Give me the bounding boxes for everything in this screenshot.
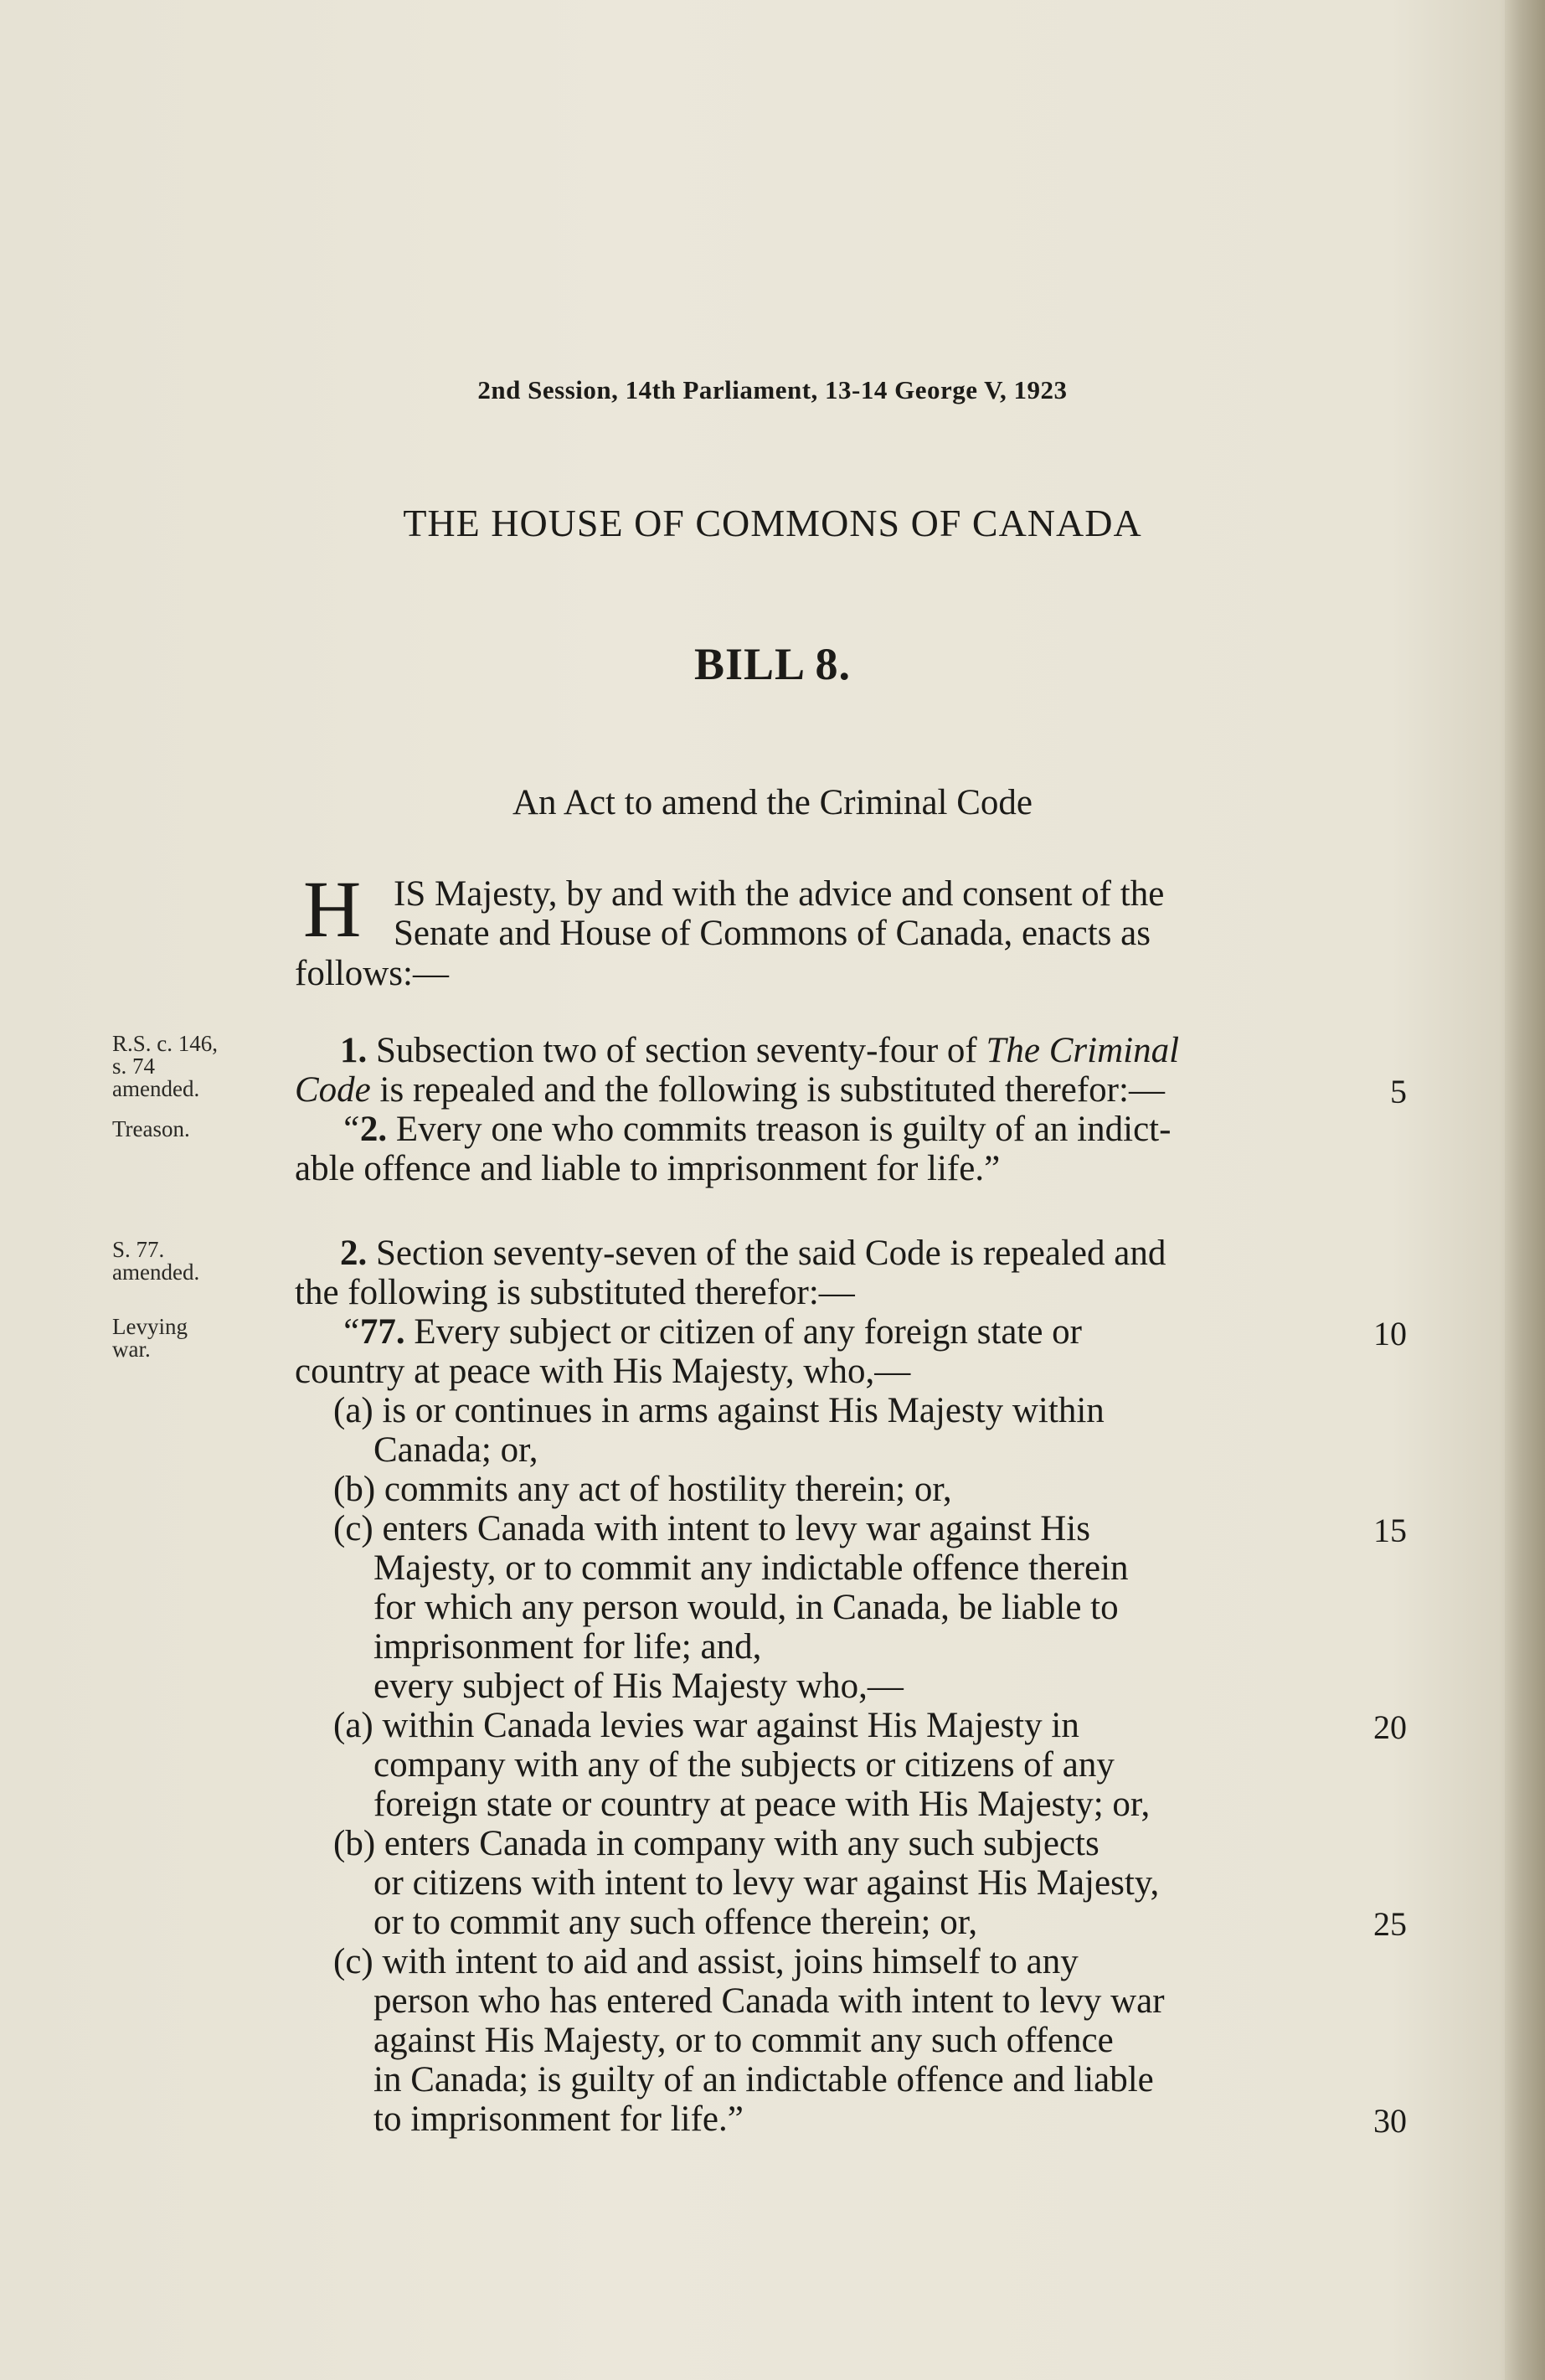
line-number: 20 xyxy=(1373,1708,1407,1746)
section-number: 2. xyxy=(340,1234,368,1273)
margin-note: S. 77. xyxy=(112,1237,165,1262)
line-number: 25 xyxy=(1373,1905,1407,1943)
clause-a-2: (a) within Canada levies war against His Majesty in xyxy=(333,1706,1079,1745)
clause-c-2-cont: to imprisonment for life.” xyxy=(373,2099,744,2139)
section-1-line-4: able offence and liable to imprisonment for life.” xyxy=(295,1149,1001,1188)
page-edge xyxy=(1505,0,1545,2380)
section-number: 1. xyxy=(340,1031,368,1070)
margin-note: s. 74 xyxy=(112,1053,156,1079)
text-run: Subsection two of section seventy-four of xyxy=(376,1031,986,1070)
section-1-line-3 xyxy=(340,1109,1171,1150)
bill-number: BILL 8. xyxy=(693,639,852,689)
section-2-line-1 xyxy=(340,1233,1166,1274)
margin-note: amended. xyxy=(112,1076,200,1101)
clause-b-2-cont: or to commit any such offence therein; or, xyxy=(373,1903,978,1942)
clause-b-1: (b) commits any act of hostility therein; or, xyxy=(333,1470,952,1509)
house-heading: THE HOUSE OF COMMONS OF CANADA xyxy=(403,502,1142,544)
quote-mark: “ xyxy=(340,1312,360,1352)
margin-note: R.S. c. 146, xyxy=(112,1031,219,1056)
section-2-line-2: the following is substituted therefor:— xyxy=(295,1273,855,1312)
margin-note: war. xyxy=(112,1337,151,1362)
line-number: 10 xyxy=(1373,1315,1407,1352)
clause-c-2: (c) with intent to aid and assist, joins himself to any xyxy=(333,1942,1079,1981)
text-run: Section seventy-seven of the said Code is repealed and xyxy=(376,1234,1166,1273)
act-name: The Criminal xyxy=(986,1031,1180,1070)
clause-c-2-cont: person who has entered Canada with intent to levy war xyxy=(373,1981,1165,2021)
line-number: 15 xyxy=(1373,1512,1407,1549)
margin-note: Treason. xyxy=(112,1116,190,1141)
subsection-number: 2. xyxy=(359,1110,388,1149)
clause-b-2-cont: or citizens with intent to levy war against His Majesty, xyxy=(373,1863,1160,1903)
clause-a-1-cont: Canada; or, xyxy=(373,1430,538,1470)
preamble-line-2: Senate and House of Commons of Canada, enacts as xyxy=(394,914,1151,953)
clause-c-2-cont: in Canada; is guilty of an indictable offence and liable xyxy=(373,2060,1154,2099)
text-run: is repealed and the following is substituted therefor:— xyxy=(370,1070,1165,1110)
clause-c-1-cont: Majesty, or to commit any indictable offence therein xyxy=(373,1548,1129,1588)
section-2-line-3 xyxy=(340,1311,1082,1352)
preamble-line-3: follows:— xyxy=(295,954,449,993)
margin-note: amended. xyxy=(112,1260,200,1285)
act-title: An Act to amend the Criminal Code xyxy=(512,783,1033,822)
clause-c-1-cont: for which any person would, in Canada, be liable to xyxy=(373,1588,1119,1627)
clause-b-2: (b) enters Canada in company with any such subjects xyxy=(333,1824,1100,1863)
clause-c-1-cont: imprisonment for life; and, xyxy=(373,1627,762,1667)
clause-a-2-cont: foreign state or country at peace with His Majesty; or, xyxy=(373,1785,1151,1824)
section-1-line-2 xyxy=(295,1069,1165,1110)
clause-a-1: (a) is or continues in arms against His Majesty within xyxy=(333,1391,1105,1430)
clause-a-2-cont: company with any of the subjects or citizens of any xyxy=(373,1745,1115,1785)
preamble-line-1: IS Majesty, by and with the advice and consent of the xyxy=(394,874,1165,914)
margin-note: Levying xyxy=(112,1314,188,1339)
text-run: Every subject or citizen of any foreign state or xyxy=(404,1312,1083,1352)
section-77-number: 77. xyxy=(359,1312,405,1352)
section-2-line-4: country at peace with His Majesty, who,— xyxy=(295,1352,911,1391)
section-1-line-1 xyxy=(340,1030,1179,1071)
quote-mark: “ xyxy=(340,1110,360,1149)
act-name: Code xyxy=(295,1070,371,1110)
every-subject-line: every subject of His Majesty who,— xyxy=(373,1667,904,1706)
line-number: 30 xyxy=(1373,2102,1407,2140)
clause-c-1: (c) enters Canada with intent to levy war against His xyxy=(333,1509,1090,1548)
text-run: Every one who commits treason is guilty of an indict- xyxy=(387,1110,1172,1149)
clause-c-2-cont: against His Majesty, or to commit any such offence xyxy=(373,2021,1114,2060)
drop-cap: H xyxy=(303,864,362,954)
line-number: 5 xyxy=(1390,1073,1407,1110)
session-heading: 2nd Session, 14th Parliament, 13-14 George V, 1923 xyxy=(477,375,1068,404)
